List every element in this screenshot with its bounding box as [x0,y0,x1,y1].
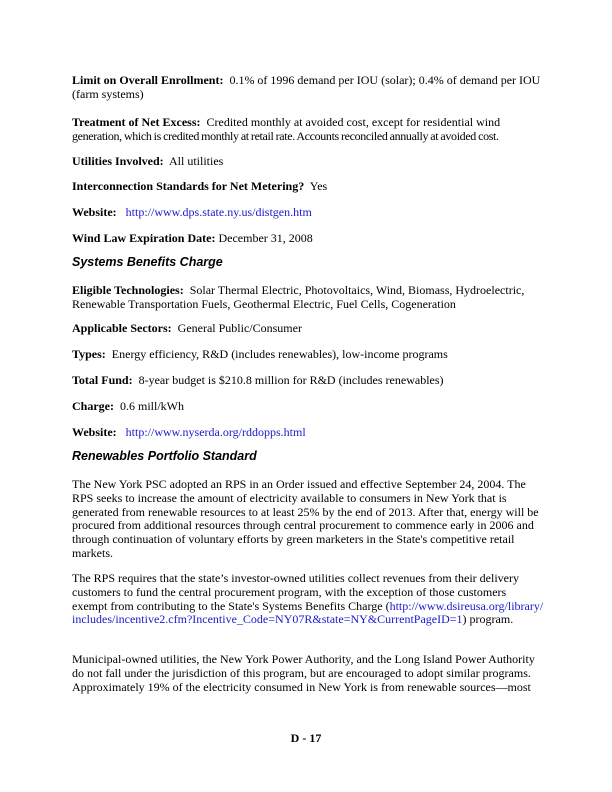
total-fund-label: Total Fund: [72,373,133,387]
applicable-sectors-label: Applicable Sectors: [72,321,172,335]
limit-enrollment-label: Limit on Overall Enrollment: [72,73,224,87]
dsire-incentive-link[interactable]: http://www.dsireusa.org/library/includes/incentive2.cfm?Incentive_Code=NY07R&state=NY&CurrentPageID=1 [72,598,544,627]
sbc-heading: Systems Benefits Charge [72,255,223,269]
interconnection-field [72,180,542,194]
eligible-technologies-label: Eligible Technologies: [72,283,184,297]
rps-paragraph-2-close: ) program. [462,612,514,627]
net-excess-field [72,116,542,144]
charge-value: 0.6 mill/kWh [120,399,184,413]
rps-paragraph-2 [72,572,544,627]
types-field [72,348,542,362]
interconnection-value: Yes [309,179,328,193]
limit-enrollment-field [72,74,542,102]
net-excess-value-line2: generation, which is credited monthly at retail rate. Accounts reconciled annually at avoided cost. [72,128,499,143]
wind-law-label: Wind Law Expiration Date: [72,231,216,245]
rps-paragraph-2-open-paren: ( [385,598,390,613]
total-fund-value: 8-year budget is $210.8 million for R&D (includes renewables) [138,373,444,387]
applicable-sectors-value: General Public/Consumer [177,321,302,335]
net-metering-website-label: Website: [72,205,117,219]
charge-label: Charge: [72,399,114,413]
sbc-website-link[interactable]: http://www.nyserda.org/rddopps.html [125,425,306,439]
net-excess-label: Treatment of Net Excess: [72,115,201,129]
wind-law-field [72,232,542,246]
eligible-technologies-field [72,284,542,312]
limit-enrollment-value: 0.1% of 1996 demand per IOU (solar); 0.4% of demand per IOU (farm systems) [72,73,541,101]
utilities-value: All utilities [169,154,224,168]
utilities-label: Utilities Involved: [72,154,164,168]
eligible-technologies-value: Solar Thermal Electric, Photovoltaics, Wind, Biomass, Hydroelectric, Renewable Transportation Fuels, Geothermal Electric, Fuel Cells, Cogeneration [72,283,525,311]
rps-paragraph-2-text: The RPS requires that the state’s investor-owned utilities collect revenues from their delivery customers to fund the central procurement program, with the exception of those customers exempt from contributing to the State's Systems Benefits Charge [72,571,519,613]
rps-heading: Renewables Portfolio Standard [72,449,257,463]
applicable-sectors-field [72,322,542,336]
net-metering-website-field [72,206,542,220]
net-metering-website-link[interactable]: http://www.dps.state.ny.us/distgen.htm [125,205,312,219]
types-label: Types: [72,347,106,361]
rps-paragraph-1: The New York PSC adopted an RPS in an Order issued and effective September 24, 2004. The RPS seeks to increase the amount of electricity available to consumers in New York that is generated from renewable resources to at least 25% by the end of 2013. After that, energy will be procured from additional resources through central procurement to commence early in 2006 and through continuation of voluntary efforts by green marketers in the State's competitive retail markets. [72,477,539,560]
utilities-field [72,155,542,169]
net-excess-value-line1: Credited monthly at avoided cost, except for residential wind [206,115,501,129]
sbc-website-label: Website: [72,425,117,439]
sbc-website-field [72,426,542,440]
wind-law-value: December 31, 2008 [218,231,313,245]
total-fund-field [72,374,542,388]
page-number: D - 17 [290,731,322,745]
interconnection-label: Interconnection Standards for Net Metering? [72,179,305,193]
charge-field [72,400,542,414]
rps-paragraph-3: Municipal-owned utilities, the New York Power Authority, and the Long Island Power Authority do not fall under the jurisdiction of this program, but are encouraged to adopt similar programs. Approximately 19% of the electricity consumed in New York is from renewable sources—most [72,652,535,694]
types-value: Energy efficiency, R&D (includes renewables), low-income programs [111,347,448,361]
